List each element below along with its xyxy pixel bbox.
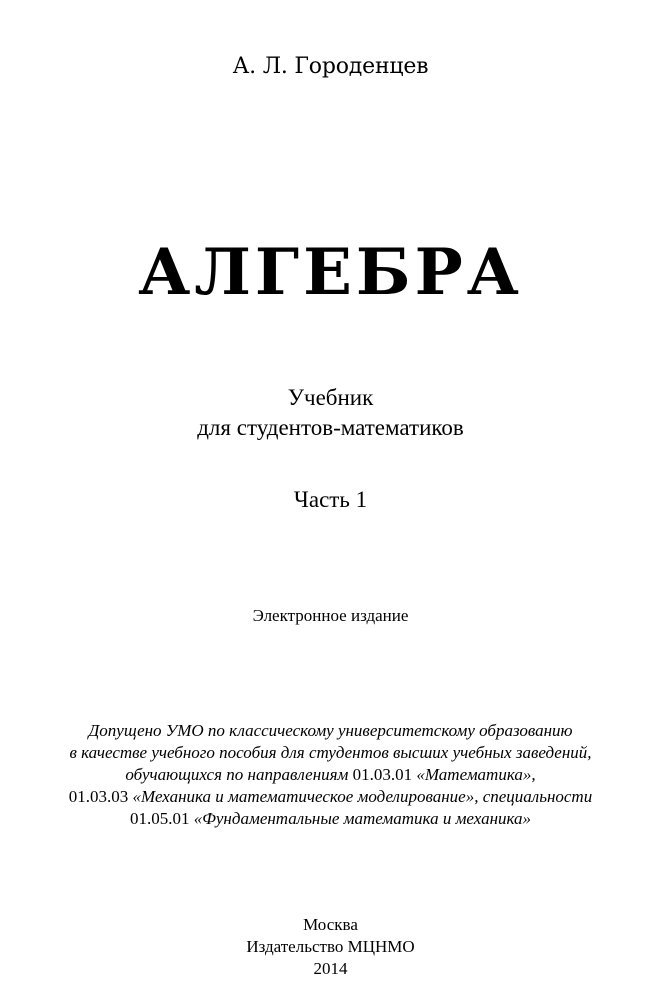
approval-line-3-suffix: «Математика», [412,765,536,784]
book-title: АЛГЕБРА [138,235,523,310]
approval-line-4 [0,788,661,805]
approval-line-3 [0,766,661,783]
imprint-year: 2014 [313,959,348,978]
edition-note: Электронное издание [252,606,409,625]
approval-line-1: Допущено УМО по классическому университетскому образованию [88,721,573,740]
approval-line-2: в качестве учебного пособия для студентов высших учебных заведений, [69,743,592,762]
approval-line-5 [0,810,661,827]
author-name: А. Л. Городенцев [232,54,429,79]
program-code-2: 01.03.03 [68,787,129,806]
subtitle-line-2: для студентов-математиков [197,415,464,440]
approval-line-3-prefix: обучающихся по направлениям [125,765,353,784]
part-number: Часть 1 [293,487,368,512]
program-code-3: 01.05.01 [129,809,190,828]
subtitle-line-1: Учебник [287,385,374,410]
approval-line-4-suffix: «Механика и математическое моделирование», специальности [128,787,593,806]
approval-line-5-suffix: «Фундаментальные математика и механика» [189,809,532,828]
imprint-publisher: Издательство МЦНМО [246,937,415,956]
program-code-1: 01.03.01 [352,765,413,784]
imprint-city: Москва [303,915,358,934]
